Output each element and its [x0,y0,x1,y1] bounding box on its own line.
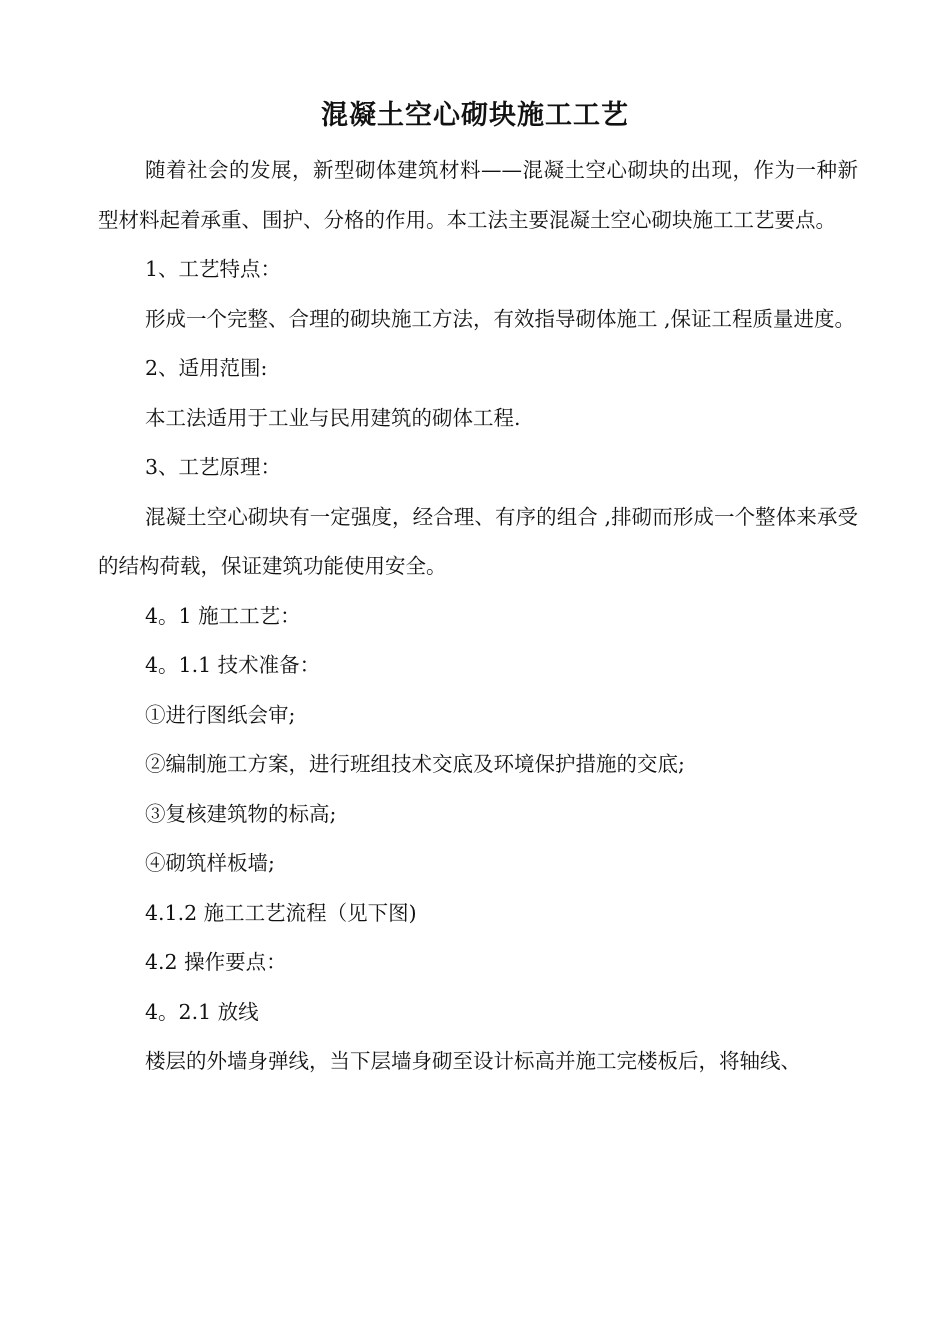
heading-process-features: 1、工艺特点： [145,257,282,281]
heading-scope: 2、适用范围: [145,356,268,380]
heading-operation-points: 4.2 操作要点： [145,950,287,974]
document-body [98,146,858,1087]
paragraph-principle: 混凝土空心砌块有一定强度，经合理、有序的组合 ,排砌而形成一个整体来承受的结构荷载，保证建筑功能使用安全。 [98,504,858,578]
list-item: ③复核建筑物的标高; [145,801,337,826]
heading-principle: 3、工艺原理： [145,455,282,479]
list-item: ④砌筑样板墙; [145,851,275,875]
paragraph-scope: 本工法适用于工业与民用建筑的砌体工程. [145,405,521,430]
list-item: ①进行图纸会审; [145,702,296,727]
paragraph-layout-lines: 楼层的外墙身弹线，当下层墙身砌至设计标高并施工完楼板后，将轴线、 [145,1049,801,1073]
heading-construction-process: 4。1 施工工艺： [145,603,301,628]
document-title: 混凝土空心砌块施工工艺 [321,100,629,131]
heading-process-flow: 4.1.2 施工工艺流程（见下图) [145,900,417,925]
heading-layout-lines: 4。2.1 放线 [145,999,259,1024]
list-item: ②编制施工方案，进行班组技术交底及环境保护措施的交底; [145,752,685,776]
heading-technical-preparation: 4。1.1 技术准备： [145,653,321,677]
paragraph-process-features: 形成一个完整、合理的砌块施工方法，有效指导砌体施工 ,保证工程质量进度。 [145,306,856,331]
paragraph-intro: 随着社会的发展，新型砌体建筑材料——混凝土空心砌块的出现，作为一种新型材料起着承重、围护、分格的作用。本工法主要混凝土空心砌块施工工艺要点。 [98,158,858,232]
